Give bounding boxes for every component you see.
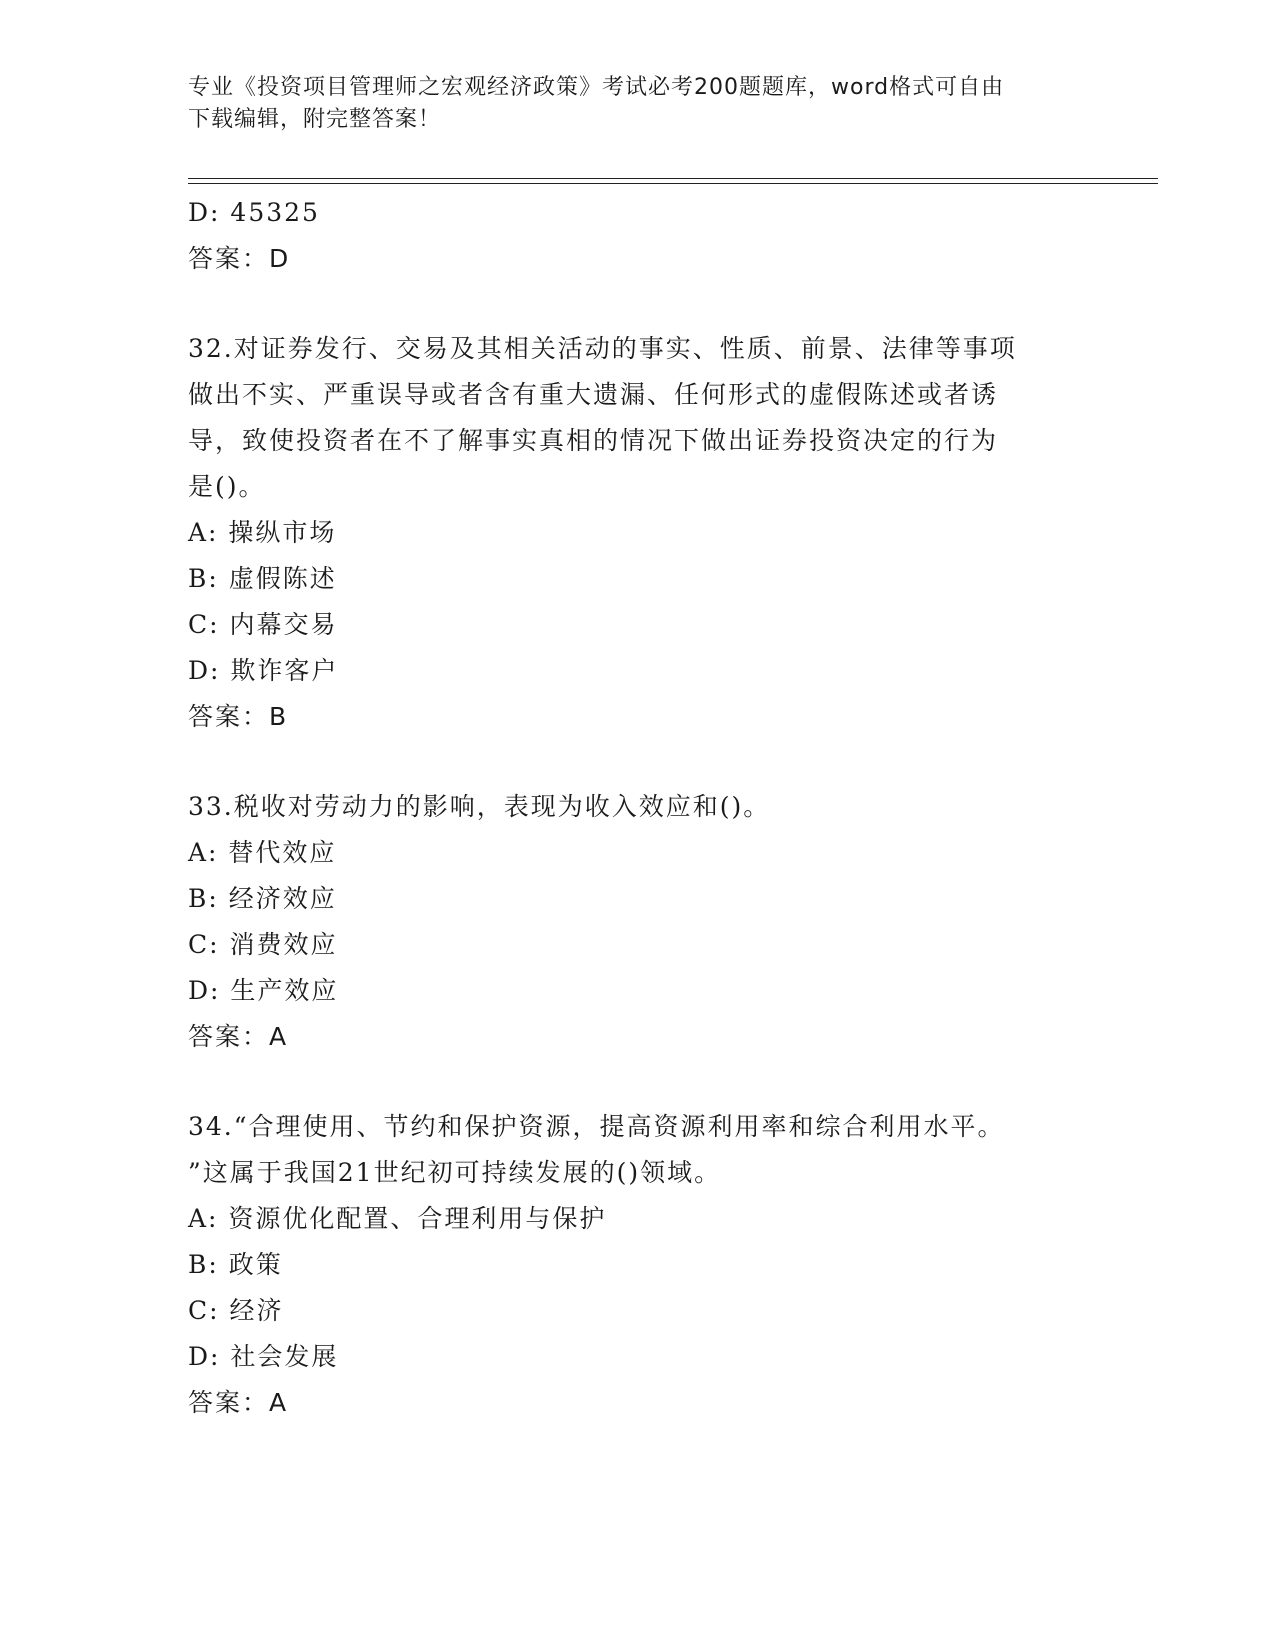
answer: 答案：B bbox=[188, 702, 289, 731]
header-divider-bottom bbox=[188, 183, 1158, 184]
answer: 答案：D bbox=[188, 244, 291, 273]
previous-question-tail bbox=[188, 190, 1088, 282]
question-stem-line: 34.“合理使用、节约和保护资源，提高资源利用率和综合利用水平。 bbox=[188, 1112, 1005, 1141]
option-a: A: 资源优化配置、合理利用与保护 bbox=[188, 1204, 607, 1233]
question-33 bbox=[188, 784, 1088, 1060]
header-line-1: 专业《投资项目管理师之宏观经济政策》考试必考200题题库，word格式可自由 bbox=[188, 75, 1005, 100]
question-stem-line: ”这属于我国21世纪初可持续发展的()领域。 bbox=[188, 1158, 722, 1187]
option-d: D: 45325 bbox=[188, 198, 320, 227]
document-body bbox=[188, 190, 1088, 1426]
option-b: B: 政策 bbox=[188, 1250, 283, 1279]
option-b: B: 经济效应 bbox=[188, 884, 337, 913]
question-stem-line: 导，致使投资者在不了解事实真相的情况下做出证券投资决定的行为 bbox=[188, 426, 999, 455]
option-b: B: 虚假陈述 bbox=[188, 564, 337, 593]
question-stem-line: 33.税收对劳动力的影响，表现为收入效应和()。 bbox=[188, 792, 771, 821]
question-stem-line: 做出不实、严重误导或者含有重大遗漏、任何形式的虚假陈述或者诱 bbox=[188, 380, 999, 409]
option-a: A: 替代效应 bbox=[188, 838, 337, 867]
header-line-2: 下载编辑，附完整答案！ bbox=[188, 107, 442, 132]
question-34 bbox=[188, 1104, 1088, 1426]
option-a: A: 操纵市场 bbox=[188, 518, 337, 547]
option-c: C: 内幕交易 bbox=[188, 610, 338, 639]
header-divider-top bbox=[188, 178, 1158, 179]
question-32 bbox=[188, 326, 1088, 740]
option-c: C: 消费效应 bbox=[188, 930, 338, 959]
option-c: C: 经济 bbox=[188, 1296, 284, 1325]
option-d: D: 生产效应 bbox=[188, 976, 339, 1005]
answer: 答案：A bbox=[188, 1022, 289, 1051]
option-d: D: 欺诈客户 bbox=[188, 656, 339, 685]
question-stem-line: 是()。 bbox=[188, 472, 266, 501]
document-header bbox=[188, 72, 1088, 136]
question-stem-line: 32.对证券发行、交易及其相关活动的事实、性质、前景、法律等事项 bbox=[188, 334, 1017, 363]
answer: 答案：A bbox=[188, 1388, 289, 1417]
option-d: D: 社会发展 bbox=[188, 1342, 339, 1371]
